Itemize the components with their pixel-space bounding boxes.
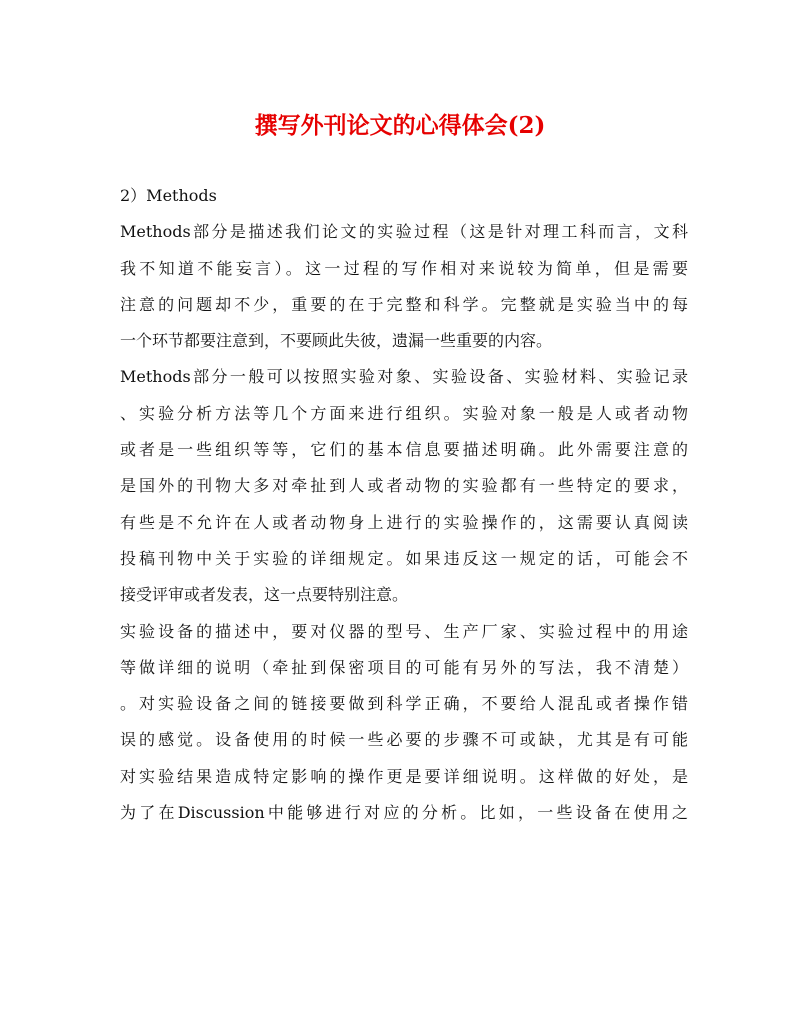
text-line: 或者是一些组织等等，它们的基本信息要描述明确。此外需要注意的 — [120, 440, 688, 460]
document-title: 撰写外刊论文的心得体会(2) — [254, 112, 546, 139]
text-line: 我不知道不能妄言）。这一过程的写作相对来说较为简单，但是需要 — [120, 258, 688, 278]
text-line: 为了在Discussion中能够进行对应的分析。比如，一些设备在使用之 — [120, 803, 688, 823]
text-line: 有些是不允许在人或者动物身上进行的实验操作的，这需要认真阅读 — [120, 512, 688, 532]
text-line: 实验设备的描述中，要对仪器的型号、生产厂家、实验过程中的用途 — [120, 621, 688, 641]
text-line: 接受评审或者发表，这一点要特别注意。 — [120, 585, 409, 605]
document-body — [120, 178, 688, 831]
text-line: Methods部分一般可以按照实验对象、实验设备、实验材料、实验记录 — [120, 367, 688, 387]
text-line: 一个环节都要注意到，不要顾此失彼，遗漏一些重要的内容。 — [120, 331, 553, 351]
text-line: 。对实验设备之间的链接要做到科学正确，不要给人混乱或者操作错 — [120, 694, 688, 714]
text-line: Methods部分是描述我们论文的实验过程（这是针对理工科而言，文科 — [120, 222, 688, 242]
text-line: 注意的问题却不少，重要的在于完整和科学。完整就是实验当中的每 — [120, 294, 688, 314]
text-line: 投稿刊物中关于实验的详细规定。如果违反这一规定的话，可能会不 — [120, 548, 688, 568]
text-line: 误的感觉。设备使用的时候一些必要的步骤不可或缺，尤其是有可能 — [120, 730, 688, 750]
text-line: 是国外的刊物大多对牵扯到人或者动物的实验都有一些特定的要求， — [120, 476, 688, 496]
text-line: 等做详细的说明（牵扯到保密项目的可能有另外的写法，我不清楚） — [120, 657, 688, 677]
text-line: 、实验分析方法等几个方面来进行组织。实验对象一般是人或者动物 — [120, 403, 688, 423]
text-line: 2）Methods — [120, 186, 217, 205]
text-line: 对实验结果造成特定影响的操作更是要详细说明。这样做的好处，是 — [120, 766, 688, 786]
